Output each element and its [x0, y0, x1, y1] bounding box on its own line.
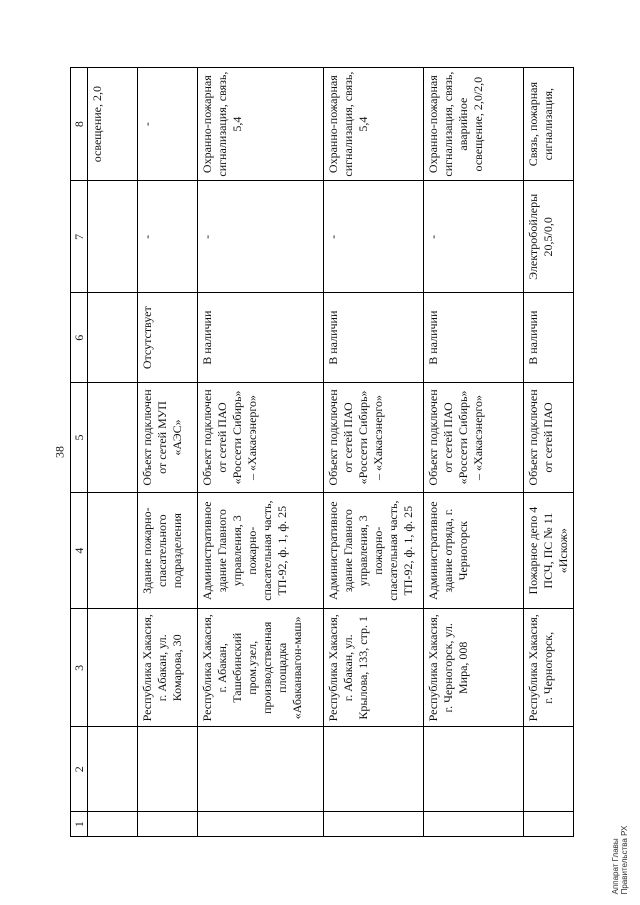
table-cell: Охранно-пожарная сигнализация, связь, аварийное освещение, 2,0/2,0 — [424, 68, 524, 181]
table-cell — [524, 727, 574, 812]
table-cell: Республика Хакасия, г. Абакан, Ташебинский пром.узел, производственная площадка «Абаканвагон-маш» — [198, 609, 324, 727]
table-cell — [424, 727, 524, 812]
column-number-row — [71, 68, 88, 837]
table-row — [424, 68, 524, 837]
table-cell: Объект подключен от сетей ПАО «Россети Сибирь» – «Хакасэнерго» — [324, 383, 424, 493]
table-cell: - — [198, 181, 324, 293]
table-cell: Пожарное депо 4 ПСЧ, ПС № 11 «Искож» — [524, 492, 574, 609]
table-cell — [88, 812, 138, 837]
table-cell — [424, 812, 524, 837]
table-cell: Связь, пожарная сигнализация, — [524, 68, 574, 181]
table-cell: - — [138, 181, 198, 293]
table-cell — [88, 293, 138, 383]
table-cell: Административное здание отряда, г. Черногорск — [424, 492, 524, 609]
table-cell: освещение, 2,0 — [88, 68, 138, 181]
col-header: 4 — [71, 492, 88, 609]
table-row — [524, 68, 574, 837]
table-row — [138, 68, 198, 837]
table-cell — [524, 812, 574, 837]
table-cell: Республика Хакасия, г. Абакан, ул. Комарова, 30 — [138, 609, 198, 727]
table-cell: - — [138, 68, 198, 181]
table-cell: Объект подключен от сетей ПАО «Россети Сибирь» – «Хакасэнерго» — [198, 383, 324, 493]
table-cell: Республика Хакасия, г. Абакан, ул. Крылова, 133, стр. 1 — [324, 609, 424, 727]
table-row — [198, 68, 324, 837]
table-cell: Республика Хакасия, г. Черногорск, — [524, 609, 574, 727]
col-header: 8 — [71, 68, 88, 181]
table-cell: В наличии — [424, 293, 524, 383]
col-header: 1 — [71, 812, 88, 837]
table-cell — [138, 812, 198, 837]
table-cell — [88, 609, 138, 727]
table-cell — [88, 383, 138, 493]
table-cell: - — [324, 181, 424, 293]
table-cell — [198, 812, 324, 837]
table-row-fragment — [88, 68, 138, 837]
table-cell: - — [424, 181, 524, 293]
table-cell — [198, 727, 324, 812]
table-cell — [88, 492, 138, 609]
table-cell: Отсутствует — [138, 293, 198, 383]
page-number: 38 — [52, 446, 67, 458]
table-cell — [324, 727, 424, 812]
table-cell — [88, 727, 138, 812]
table-cell: В наличии — [198, 293, 324, 383]
rotated-table-wrapper — [70, 67, 570, 837]
table-cell: Объект подключен от сетей ПАО «Россети Сибирь» – «Хакасэнерго» — [424, 383, 524, 493]
table-cell: Объект подключен от сетей МУП «АЭС» — [138, 383, 198, 493]
table-cell — [324, 812, 424, 837]
table-cell: Электробойлеры 20,5/0,0 — [524, 181, 574, 293]
col-header: 2 — [71, 727, 88, 812]
stamp-line-2: Правительства РХ — [620, 825, 629, 895]
col-header: 6 — [71, 293, 88, 383]
facilities-table — [70, 67, 574, 837]
table-row — [324, 68, 424, 837]
col-header: 5 — [71, 383, 88, 493]
col-header: 3 — [71, 609, 88, 727]
table-cell: Здание пожарно-спасательного подразделения — [138, 492, 198, 609]
table-cell: В наличии — [524, 293, 574, 383]
table-cell — [88, 181, 138, 293]
stamp-line-1: Аппарат Главы — [611, 838, 620, 895]
table-cell — [138, 727, 198, 812]
table-cell: Административное здание Главного управления, 3 пожарно-спасательная часть, ТП-92, ф. 1, ф. 25 — [198, 492, 324, 609]
table-cell: Объект подключен от сетей ПАО — [524, 383, 574, 493]
table-cell: Административное здание Главного управления, 3 пожарно-спасательная часть, ТП-92, ф. 1, ф. 25 — [324, 492, 424, 609]
registry-stamp — [611, 826, 629, 895]
table-cell: В наличии — [324, 293, 424, 383]
col-header: 7 — [71, 181, 88, 293]
table-cell: Охранно-пожарная сигнализация, связь, 5,4 — [198, 68, 324, 181]
table-cell: Охранно-пожарная сигнализация, связь, 5,4 — [324, 68, 424, 181]
table-cell: Республика Хакасия, г. Черногорск, ул. Мира, 008 — [424, 609, 524, 727]
